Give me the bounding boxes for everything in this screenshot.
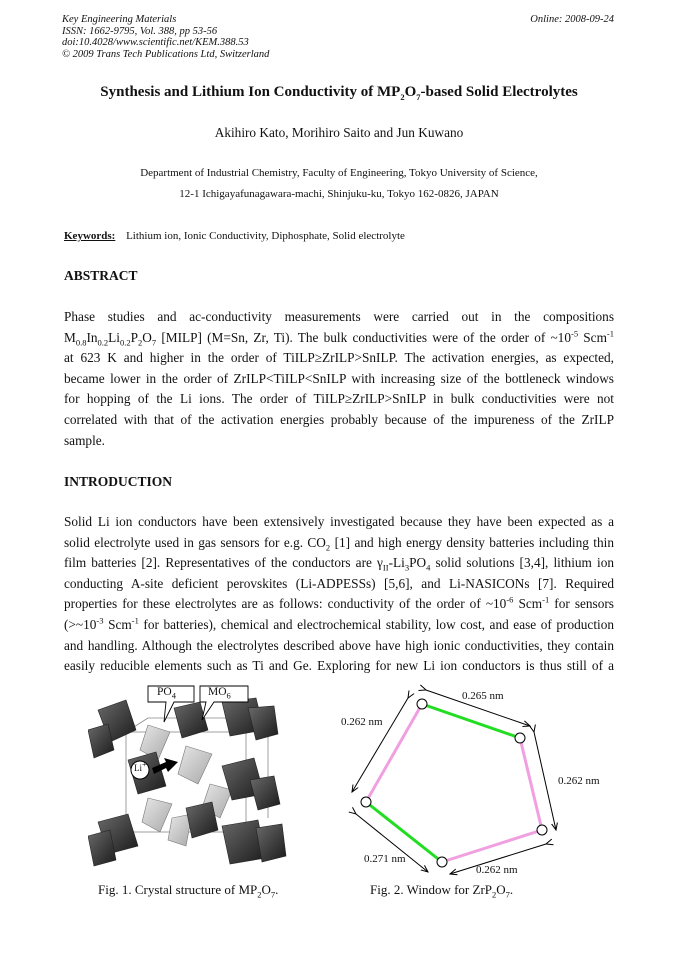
keywords-label: Keywords: [64, 230, 116, 242]
keywords-text: Lithium ion, Ionic Conductivity, Diphosphate, Solid electrolyte [126, 230, 405, 242]
journal-header [62, 14, 269, 60]
edge-label-bottom: 0.262 nm [476, 864, 518, 876]
fig1-caption: Fig. 1. Crystal structure of $MP_2O_7$. [98, 882, 279, 900]
window-atoms [361, 699, 547, 867]
edge-label-right: 0.262 nm [558, 775, 600, 787]
mo6-label: $MO_6$ [208, 686, 231, 701]
doi: doi:10.4028/www.scientific.net/KEM.388.53 [62, 37, 249, 48]
edge-bottom [442, 830, 542, 862]
introduction-body: Solid Li ion conductors have been extensively investigated because they have been expected as a solid electrolyte used in gas sensors for e.g. $CO_2$ [1] and high energy density batteries including thin film batteries [2]. Representatives of the conductors are $\gamma_{II}-Li_3PO_4$ solid solutions [3,4], lithium ion conducting A-site deficient perovskites (Li-ADPESSs) [5,6], and Li-NASICONs [7]. Required properties for these electrolytes are as follows: conductivity of the order of $\sim 10^{-6}$ Scm$^{-1}$ for sensors ($>\sim 10^{-3}$ Scm$^{-1}$ for batteries), chemical and electrochemical stability, low cost, and ease of production and handling. Although the electrolytes described above have high ionic conductivities, they contain easily reducible elements such as Ti and Ge. Exploring for new Li ion conductors is thus still of a [64, 514, 615, 674]
abstract-body: Phase studies and ac-conductivity measurements were carried out in the compositions $M_{0.8}In_{0.2}Li_{0.2}P_2O_7$ [MILP] (M=Sn, Zr, Ti). The bulk conductivities were of the order of $\sim 10^{-5}$ Scm$^{-1}$ at 623 K and higher in the order of TiILP≥ZrILP>SnILP. The activation energies, as expected, became lower in the order of ZrILP<TiILP<SnILP with increasing size of the bottleneck windows for hopping of the Li ions. The order of TiILP≥ZrILP>SnILP in bulk conductivities were not correlated with that of the activation energies probably because of the impureness of the ZrILP sample. [64, 309, 615, 448]
journal-name: Key Engineering Materials [62, 14, 177, 25]
fig2-caption: Fig. 2. Window for $ZrP_2O_7$. [370, 882, 514, 900]
introduction-heading: INTRODUCTION [64, 474, 173, 489]
edge-label-top: 0.265 nm [462, 690, 504, 702]
issn: ISSN: 1662-9795, Vol. 388, pp 53-56 [62, 25, 218, 37]
edge-label-upper-left: 0.262 nm [341, 716, 383, 728]
po4-label: $PO_4$ [157, 686, 176, 701]
li-label: Li+ [134, 759, 147, 773]
online-date: Online: 2008-09-24 [530, 14, 614, 25]
copyright: © 2009 Trans Tech Publications Ltd, Switzerland [62, 48, 270, 60]
paper-title: Synthesis and Lithium Ion Conductivity of $MP_2O_7$-based Solid Electrolytes [100, 84, 578, 102]
edge-top [422, 704, 520, 738]
crystal-structure-figure [88, 680, 300, 876]
affiliation-line-1: Department of Industrial Chemistry, Faculty of Engineering, Tokyo University of Science, [140, 167, 538, 179]
abstract-heading: ABSTRACT [64, 268, 138, 283]
authors: Akihiro Kato, Morihiro Saito and Jun Kuwano [214, 125, 464, 140]
affiliation-line-2: 12-1 Ichigayafunagawara-machi, Shinjuku-ku, Tokyo 162-0826, JAPAN [179, 188, 499, 200]
keywords [64, 230, 405, 242]
edge-label-bottom-left: 0.271 nm [364, 853, 406, 865]
